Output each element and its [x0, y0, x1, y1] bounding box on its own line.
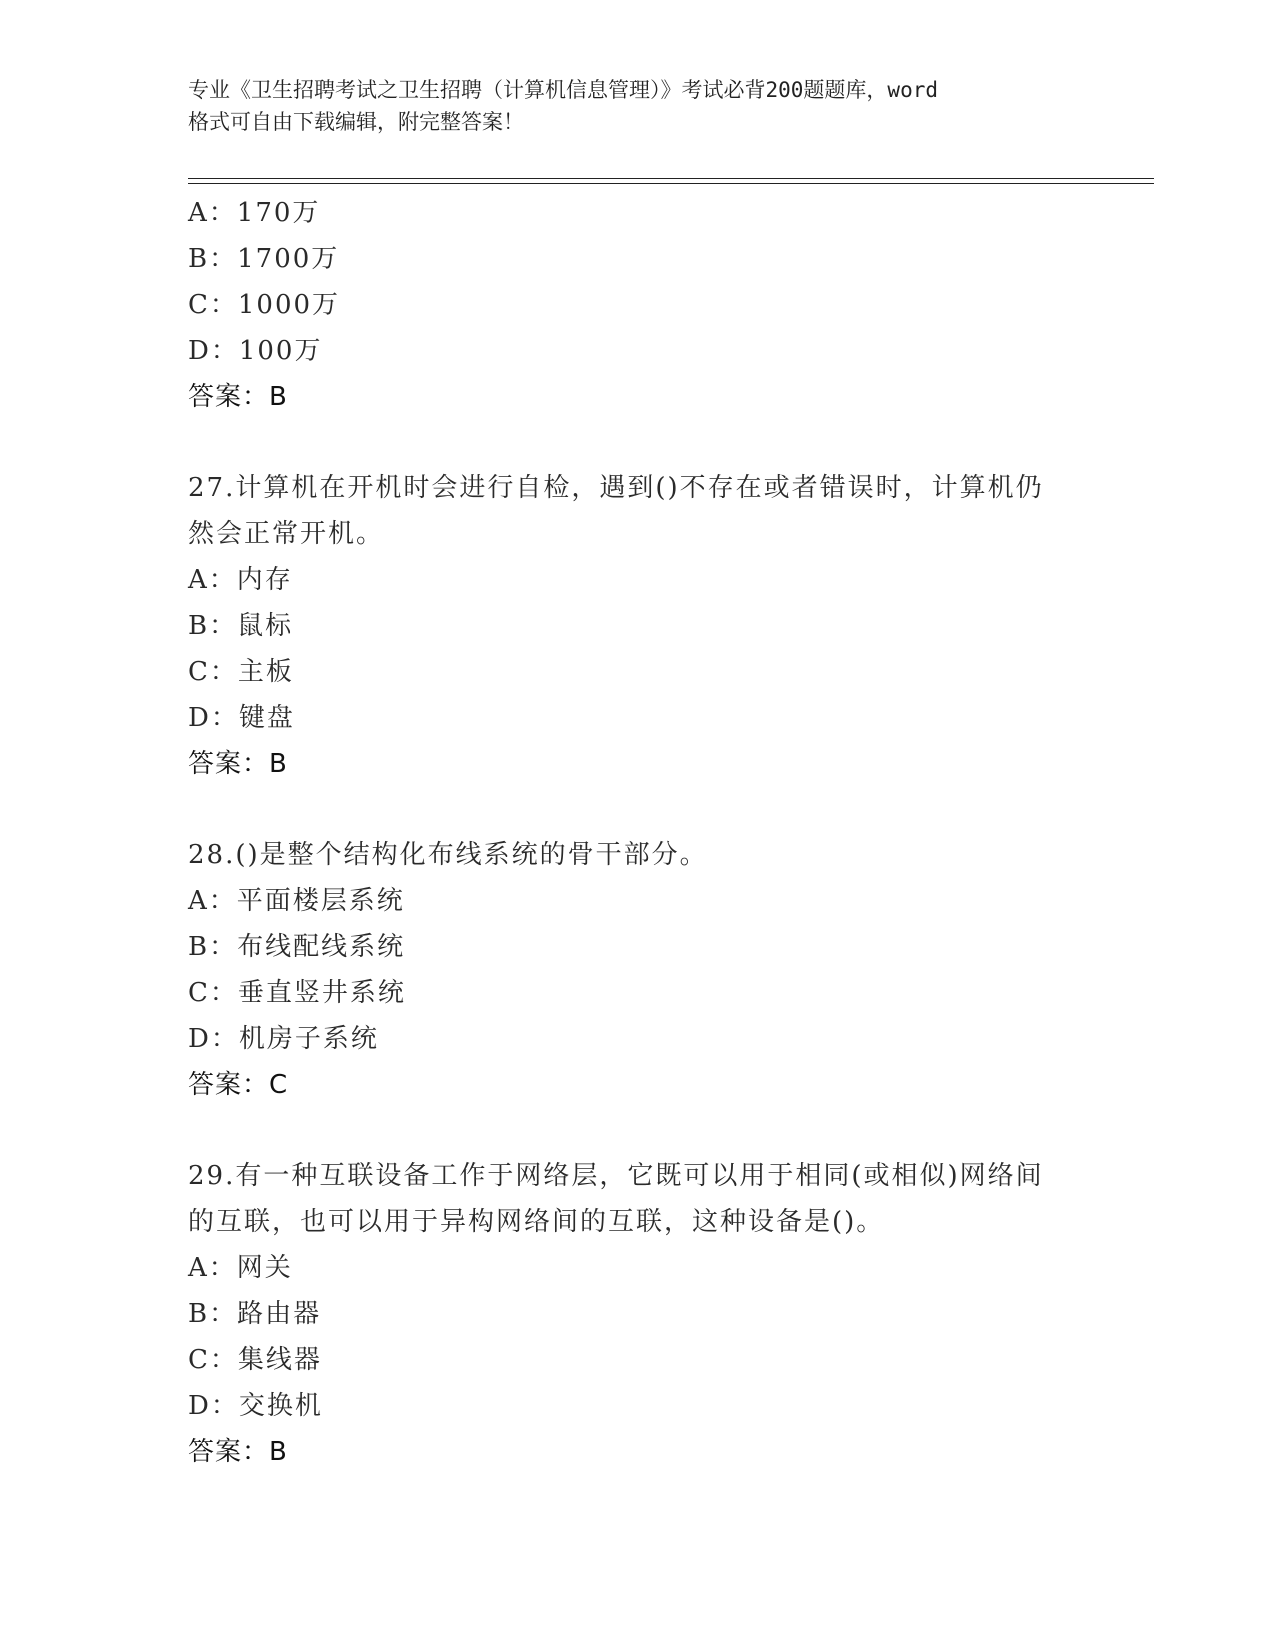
question-28 — [188, 832, 1088, 1108]
question-26 — [188, 190, 1088, 420]
question-text-line: 28.()是整个结构化布线系统的骨干部分。 — [188, 840, 708, 870]
option-b: B：路由器 — [188, 1299, 322, 1329]
answer-line: 答案：B — [188, 1437, 288, 1467]
option-d: D：交换机 — [188, 1391, 323, 1421]
question-list — [188, 190, 1088, 1475]
option-c: C：集线器 — [188, 1345, 322, 1375]
question-27 — [188, 465, 1088, 787]
option-b: B：1700万 — [188, 244, 340, 274]
option-d: D：机房子系统 — [188, 1024, 379, 1054]
option-a: A：网关 — [188, 1253, 293, 1283]
option-d: D：100万 — [188, 336, 323, 366]
header-line-1: 专业《卫生招聘考试之卫生招聘（计算机信息管理）》考试必背200题题库，word — [188, 78, 938, 102]
option-a: A：内存 — [188, 565, 293, 595]
option-d: D：键盘 — [188, 703, 295, 733]
option-c: C：垂直竖井系统 — [188, 978, 406, 1008]
option-c: C：1000万 — [188, 290, 341, 320]
question-text-line: 的互联，也可以用于异构网络间的互联，这种设备是()。 — [188, 1207, 885, 1237]
question-text-line: 29.有一种互联设备工作于网络层，它既可以用于相同(或相似)网络间 — [188, 1161, 1044, 1191]
question-text-line: 27.计算机在开机时会进行自检，遇到()不存在或者错误时，计算机仍 — [188, 473, 1044, 503]
option-a: A：170万 — [188, 198, 321, 228]
header-line-2: 格式可自由下载编辑，附完整答案！ — [188, 110, 524, 134]
option-c: C：主板 — [188, 657, 294, 687]
option-b: B：布线配线系统 — [188, 932, 406, 962]
header-divider-bottom — [188, 183, 1154, 184]
option-a: A：平面楼层系统 — [188, 886, 405, 916]
document-header — [188, 74, 1088, 138]
answer-line: 答案：B — [188, 382, 288, 412]
option-b: B：鼠标 — [188, 611, 294, 641]
answer-line: 答案：C — [188, 1070, 289, 1100]
header-divider-top — [188, 178, 1154, 179]
answer-line: 答案：B — [188, 749, 288, 779]
question-text-line: 然会正常开机。 — [188, 519, 385, 549]
question-29 — [188, 1153, 1088, 1475]
